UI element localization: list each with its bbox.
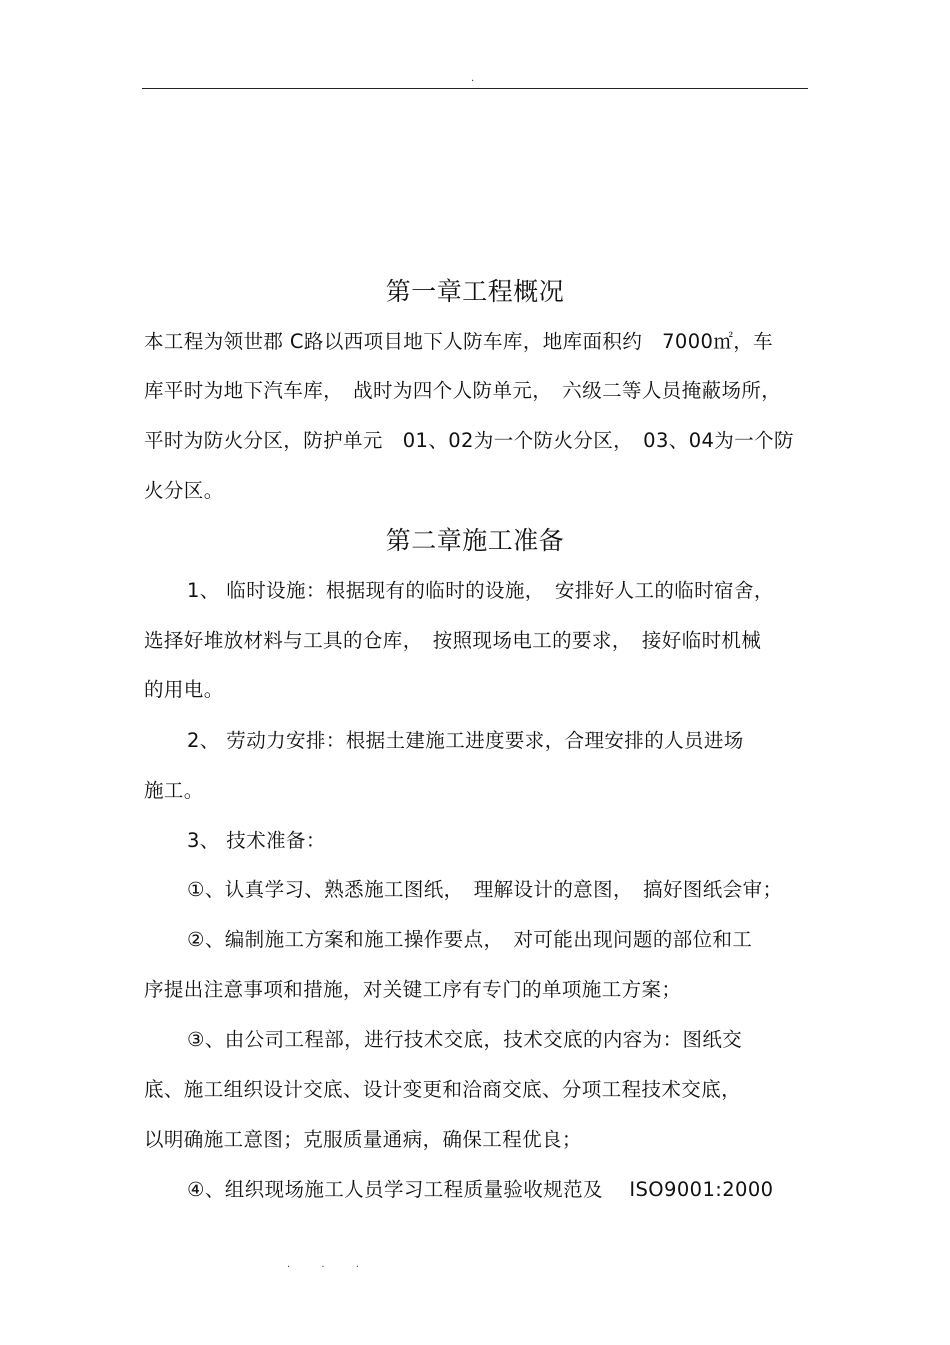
header-dot: . xyxy=(471,73,475,84)
chapter-2-line-2: 选择好堆放材料与工具的仓库， 按照现场电工的要求， 接好临时机械 xyxy=(144,629,762,652)
chapter-2-line-8: ②、编制施工方案和施工操作要点， 对可能出现问题的部位和工 xyxy=(187,928,753,951)
chapter-1-line-4: 火分区。 xyxy=(144,479,224,502)
chapter-1-line-3: 平时为防火分区，防护单元 01、02为一个防火分区， 03、04为一个防 xyxy=(144,429,794,452)
chapter-2-title: 第二章施工准备 xyxy=(385,526,565,555)
chapter-2-line-6: 3、 技术准备： xyxy=(187,829,326,852)
chapter-2-line-13: ④、组织现场施工人员学习工程质量验收规范及 ISO9001:2000 xyxy=(187,1178,774,1201)
footer-dots: . . . xyxy=(287,1259,373,1270)
header-rule xyxy=(142,88,808,89)
chapter-2-line-1: 1、 临时设施：根据现有的临时的设施， 安排好人工的临时宿舍， xyxy=(187,579,774,602)
chapter-2-line-12: 以明确施工意图；克服质量通病，确保工程优良； xyxy=(144,1128,582,1151)
chapter-1-title: 第一章工程概况 xyxy=(385,277,565,306)
chapter-2-line-10: ③、由公司工程部，进行技术交底，技术交底的内容为：图纸交 xyxy=(187,1028,743,1051)
chapter-2-line-7: ①、认真学习、熟悉施工图纸， 理解设计的意图， 搞好图纸会审； xyxy=(187,878,783,901)
chapter-2-line-4: 2、 劳动力安排：根据土建施工进度要求，合理安排的人员进场 xyxy=(187,729,744,752)
chapter-2-line-11: 底、施工组织设计交底、设计变更和洽商交底、分项工程技术交底， xyxy=(144,1078,742,1101)
chapter-1-line-2: 库平时为地下汽车库， 战时为四个人防单元， 六级二等人员掩蔽场所， xyxy=(144,379,782,402)
chapter-2-line-5: 施工。 xyxy=(144,779,204,802)
chapter-1-line-1: 本工程为领世郡 C路以西项目地下人防车库，地库面积约 7000㎡，车 xyxy=(144,330,774,353)
chapter-2-line-3: 的用电。 xyxy=(144,678,224,701)
chapter-2-line-9: 序提出注意事项和措施，对关键工序有专门的单项施工方案； xyxy=(144,978,682,1001)
